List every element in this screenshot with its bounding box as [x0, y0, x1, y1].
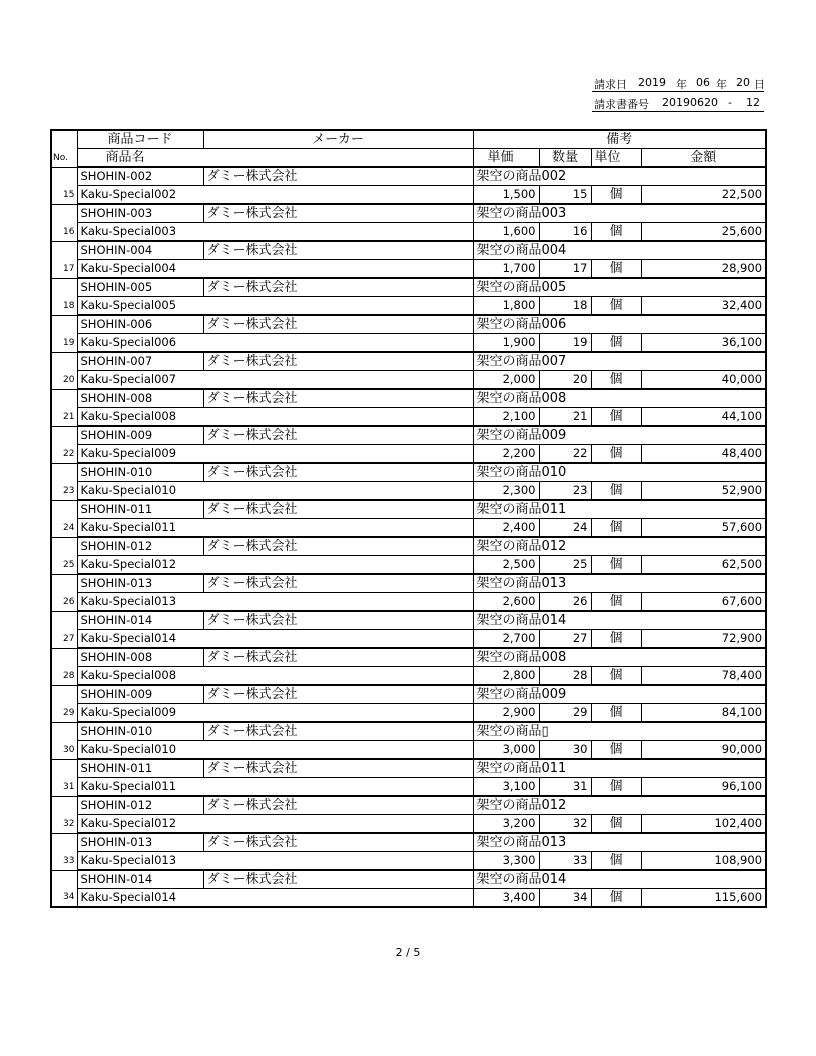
amount: 108,900	[641, 852, 766, 871]
row-no: 22	[51, 426, 77, 463]
quantity: 30	[539, 741, 591, 760]
unit: 個	[591, 556, 641, 575]
product-code: SHOHIN-007	[77, 352, 203, 371]
table-row	[51, 870, 766, 889]
quantity: 17	[539, 260, 591, 279]
unit-price: 3,400	[473, 889, 539, 908]
maker: ダミー株式会社	[203, 167, 473, 186]
quantity: 33	[539, 852, 591, 871]
amount: 52,900	[641, 482, 766, 501]
table-row-detail	[51, 445, 766, 464]
date-month: 06	[696, 76, 710, 89]
product-code: SHOHIN-010	[77, 722, 203, 741]
product-name: Kaku-Special012	[77, 815, 473, 834]
table-row	[51, 648, 766, 667]
maker: ダミー株式会社	[203, 500, 473, 519]
amount: 44,100	[641, 408, 766, 427]
col-unit-header: 単位	[591, 149, 641, 168]
remark: 架空の商品▯	[473, 722, 766, 741]
product-code: SHOHIN-012	[77, 796, 203, 815]
product-name: Kaku-Special013	[77, 593, 473, 612]
remark: 架空の商品013	[473, 833, 766, 852]
col-remarks-header: 備考	[473, 130, 766, 149]
table-row	[51, 759, 766, 778]
product-code: SHOHIN-009	[77, 426, 203, 445]
quantity: 22	[539, 445, 591, 464]
row-no: 27	[51, 611, 77, 648]
product-name: Kaku-Special009	[77, 445, 473, 464]
maker: ダミー株式会社	[203, 759, 473, 778]
table-row-detail	[51, 667, 766, 686]
product-name: Kaku-Special012	[77, 556, 473, 575]
table-row	[51, 500, 766, 519]
invoice-dash: -	[728, 96, 732, 109]
table-row-detail	[51, 852, 766, 871]
product-name: Kaku-Special011	[77, 519, 473, 538]
col-product-name-header: 商品名	[77, 149, 473, 168]
maker: ダミー株式会社	[203, 241, 473, 260]
table-row-detail	[51, 593, 766, 612]
product-name: Kaku-Special006	[77, 334, 473, 353]
product-code: SHOHIN-006	[77, 315, 203, 334]
quantity: 26	[539, 593, 591, 612]
invoice-number-label: 請求書番号	[594, 98, 649, 111]
amount: 32,400	[641, 297, 766, 316]
table-header-row-2	[51, 149, 766, 168]
col-amount-header: 金額	[641, 149, 766, 168]
quantity: 15	[539, 186, 591, 205]
product-name: Kaku-Special010	[77, 482, 473, 501]
table-row	[51, 796, 766, 815]
row-no: 20	[51, 352, 77, 389]
invoice-page: 12	[746, 96, 760, 109]
amount: 78,400	[641, 667, 766, 686]
table-row	[51, 574, 766, 593]
maker: ダミー株式会社	[203, 463, 473, 482]
quantity: 21	[539, 408, 591, 427]
unit: 個	[591, 815, 641, 834]
unit: 個	[591, 519, 641, 538]
product-name: Kaku-Special011	[77, 778, 473, 797]
amount: 28,900	[641, 260, 766, 279]
product-name: Kaku-Special014	[77, 630, 473, 649]
maker: ダミー株式会社	[203, 315, 473, 334]
row-no: 32	[51, 796, 77, 833]
table-row-detail	[51, 334, 766, 353]
remark: 架空の商品013	[473, 574, 766, 593]
maker: ダミー株式会社	[203, 796, 473, 815]
maker: ダミー株式会社	[203, 722, 473, 741]
table-row	[51, 352, 766, 371]
product-code: SHOHIN-005	[77, 278, 203, 297]
table-row	[51, 833, 766, 852]
unit-price: 2,500	[473, 556, 539, 575]
remark: 架空の商品002	[473, 167, 766, 186]
amount: 22,500	[641, 186, 766, 205]
product-name: Kaku-Special013	[77, 852, 473, 871]
remark: 架空の商品011	[473, 500, 766, 519]
row-no: 18	[51, 278, 77, 315]
remark: 架空の商品008	[473, 389, 766, 408]
remark: 架空の商品014	[473, 611, 766, 630]
invoice-date-line	[592, 74, 764, 92]
row-no: 29	[51, 685, 77, 722]
table-row	[51, 685, 766, 704]
unit-price: 2,100	[473, 408, 539, 427]
amount: 57,600	[641, 519, 766, 538]
unit: 個	[591, 371, 641, 390]
unit-price: 2,300	[473, 482, 539, 501]
unit-price: 2,900	[473, 704, 539, 723]
col-unit-price-header: 単価	[473, 149, 539, 168]
unit-price: 2,600	[473, 593, 539, 612]
unit: 個	[591, 852, 641, 871]
product-name: Kaku-Special008	[77, 667, 473, 686]
remark: 架空の商品012	[473, 796, 766, 815]
quantity: 28	[539, 667, 591, 686]
quantity: 32	[539, 815, 591, 834]
table-row	[51, 278, 766, 297]
date-label: 請求日	[594, 78, 627, 91]
amount: 72,900	[641, 630, 766, 649]
invoice-number: 20190620	[662, 96, 718, 109]
maker: ダミー株式会社	[203, 352, 473, 371]
product-code: SHOHIN-009	[77, 685, 203, 704]
unit: 個	[591, 889, 641, 908]
table-row	[51, 315, 766, 334]
table-row	[51, 426, 766, 445]
quantity: 34	[539, 889, 591, 908]
product-code: SHOHIN-011	[77, 500, 203, 519]
amount: 96,100	[641, 778, 766, 797]
maker: ダミー株式会社	[203, 611, 473, 630]
table-row	[51, 241, 766, 260]
col-quantity-header: 数量	[539, 149, 591, 168]
table-row-detail	[51, 815, 766, 834]
remark: 架空の商品003	[473, 204, 766, 223]
unit: 個	[591, 186, 641, 205]
quantity: 19	[539, 334, 591, 353]
unit-price: 2,000	[473, 371, 539, 390]
amount: 84,100	[641, 704, 766, 723]
col-maker-header: メーカー	[203, 130, 473, 149]
row-no: 33	[51, 833, 77, 870]
maker: ダミー株式会社	[203, 833, 473, 852]
product-name: Kaku-Special007	[77, 371, 473, 390]
table-row-detail	[51, 371, 766, 390]
maker: ダミー株式会社	[203, 278, 473, 297]
row-no: 17	[51, 241, 77, 278]
table-header-row-1	[51, 130, 766, 149]
amount: 90,000	[641, 741, 766, 760]
table-row-detail	[51, 482, 766, 501]
maker: ダミー株式会社	[203, 537, 473, 556]
amount: 40,000	[641, 371, 766, 390]
product-code: SHOHIN-013	[77, 833, 203, 852]
product-name: Kaku-Special003	[77, 223, 473, 242]
quantity: 27	[539, 630, 591, 649]
product-code: SHOHIN-003	[77, 204, 203, 223]
table-row-detail	[51, 556, 766, 575]
page-number: 2 / 5	[395, 946, 421, 959]
row-no: 15	[51, 167, 77, 204]
row-no: 30	[51, 722, 77, 759]
table-row	[51, 463, 766, 482]
maker: ダミー株式会社	[203, 870, 473, 889]
remark: 架空の商品009	[473, 426, 766, 445]
date-day: 20	[736, 76, 750, 89]
unit: 個	[591, 741, 641, 760]
quantity: 18	[539, 297, 591, 316]
unit-price: 1,900	[473, 334, 539, 353]
table-row-detail	[51, 260, 766, 279]
month-unit: 年	[716, 78, 727, 91]
amount: 48,400	[641, 445, 766, 464]
table-row-detail	[51, 408, 766, 427]
amount: 102,400	[641, 815, 766, 834]
quantity: 25	[539, 556, 591, 575]
product-name: Kaku-Special010	[77, 741, 473, 760]
unit: 個	[591, 334, 641, 353]
unit: 個	[591, 297, 641, 316]
product-code: SHOHIN-014	[77, 870, 203, 889]
table-row	[51, 204, 766, 223]
row-no: 34	[51, 870, 77, 907]
unit-price: 1,500	[473, 186, 539, 205]
product-code: SHOHIN-010	[77, 463, 203, 482]
maker: ダミー株式会社	[203, 389, 473, 408]
quantity: 23	[539, 482, 591, 501]
unit: 個	[591, 593, 641, 612]
remark: 架空の商品009	[473, 685, 766, 704]
table-row	[51, 167, 766, 186]
amount: 25,600	[641, 223, 766, 242]
remark: 架空の商品012	[473, 537, 766, 556]
remark: 架空の商品010	[473, 463, 766, 482]
unit-price: 1,600	[473, 223, 539, 242]
product-code: SHOHIN-008	[77, 389, 203, 408]
maker: ダミー株式会社	[203, 204, 473, 223]
product-code: SHOHIN-011	[77, 759, 203, 778]
row-no: 31	[51, 759, 77, 796]
quantity: 31	[539, 778, 591, 797]
table-row	[51, 537, 766, 556]
unit: 個	[591, 630, 641, 649]
unit-price: 2,800	[473, 667, 539, 686]
amount: 62,500	[641, 556, 766, 575]
table-row-detail	[51, 186, 766, 205]
unit: 個	[591, 704, 641, 723]
maker: ダミー株式会社	[203, 426, 473, 445]
row-no: 16	[51, 204, 77, 241]
remark: 架空の商品011	[473, 759, 766, 778]
maker: ダミー株式会社	[203, 648, 473, 667]
row-no: 24	[51, 500, 77, 537]
remark: 架空の商品006	[473, 315, 766, 334]
unit: 個	[591, 778, 641, 797]
product-code: SHOHIN-014	[77, 611, 203, 630]
product-name: Kaku-Special008	[77, 408, 473, 427]
unit-price: 3,200	[473, 815, 539, 834]
unit: 個	[591, 445, 641, 464]
amount: 36,100	[641, 334, 766, 353]
product-code: SHOHIN-004	[77, 241, 203, 260]
table-row-detail	[51, 519, 766, 538]
amount: 67,600	[641, 593, 766, 612]
quantity: 29	[539, 704, 591, 723]
row-no: 25	[51, 537, 77, 574]
unit-price: 3,300	[473, 852, 539, 871]
table-row	[51, 389, 766, 408]
quantity: 24	[539, 519, 591, 538]
table-row	[51, 611, 766, 630]
col-product-code-header: 商品コード	[77, 130, 203, 149]
table-row	[51, 722, 766, 741]
table-row-detail	[51, 889, 766, 908]
maker: ダミー株式会社	[203, 685, 473, 704]
table-row-detail	[51, 223, 766, 242]
day-unit: 日	[754, 78, 765, 91]
col-no-header: No.	[51, 130, 77, 167]
product-name: Kaku-Special014	[77, 889, 473, 908]
unit-price: 3,100	[473, 778, 539, 797]
quantity: 16	[539, 223, 591, 242]
product-code: SHOHIN-002	[77, 167, 203, 186]
product-code: SHOHIN-013	[77, 574, 203, 593]
row-no: 21	[51, 389, 77, 426]
table-row-detail	[51, 630, 766, 649]
unit-price: 2,200	[473, 445, 539, 464]
unit: 個	[591, 223, 641, 242]
table-row-detail	[51, 297, 766, 316]
remark: 架空の商品014	[473, 870, 766, 889]
unit-price: 1,700	[473, 260, 539, 279]
invoice-number-line	[592, 94, 764, 112]
unit-price: 3,000	[473, 741, 539, 760]
product-code: SHOHIN-012	[77, 537, 203, 556]
unit: 個	[591, 260, 641, 279]
remark: 架空の商品007	[473, 352, 766, 371]
unit-price: 2,400	[473, 519, 539, 538]
unit: 個	[591, 667, 641, 686]
product-name: Kaku-Special002	[77, 186, 473, 205]
year-unit: 年	[676, 78, 687, 91]
product-name: Kaku-Special005	[77, 297, 473, 316]
invoice-table	[50, 129, 767, 908]
row-no: 23	[51, 463, 77, 500]
maker: ダミー株式会社	[203, 574, 473, 593]
unit-price: 1,800	[473, 297, 539, 316]
unit: 個	[591, 408, 641, 427]
date-year: 2019	[638, 76, 666, 89]
unit-price: 2,700	[473, 630, 539, 649]
product-code: SHOHIN-008	[77, 648, 203, 667]
unit: 個	[591, 482, 641, 501]
table-row-detail	[51, 778, 766, 797]
table-row-detail	[51, 741, 766, 760]
quantity: 20	[539, 371, 591, 390]
remark: 架空の商品008	[473, 648, 766, 667]
remark: 架空の商品004	[473, 241, 766, 260]
amount: 115,600	[641, 889, 766, 908]
remark: 架空の商品005	[473, 278, 766, 297]
row-no: 28	[51, 648, 77, 685]
row-no: 26	[51, 574, 77, 611]
product-name: Kaku-Special004	[77, 260, 473, 279]
row-no: 19	[51, 315, 77, 352]
product-name: Kaku-Special009	[77, 704, 473, 723]
table-row-detail	[51, 704, 766, 723]
